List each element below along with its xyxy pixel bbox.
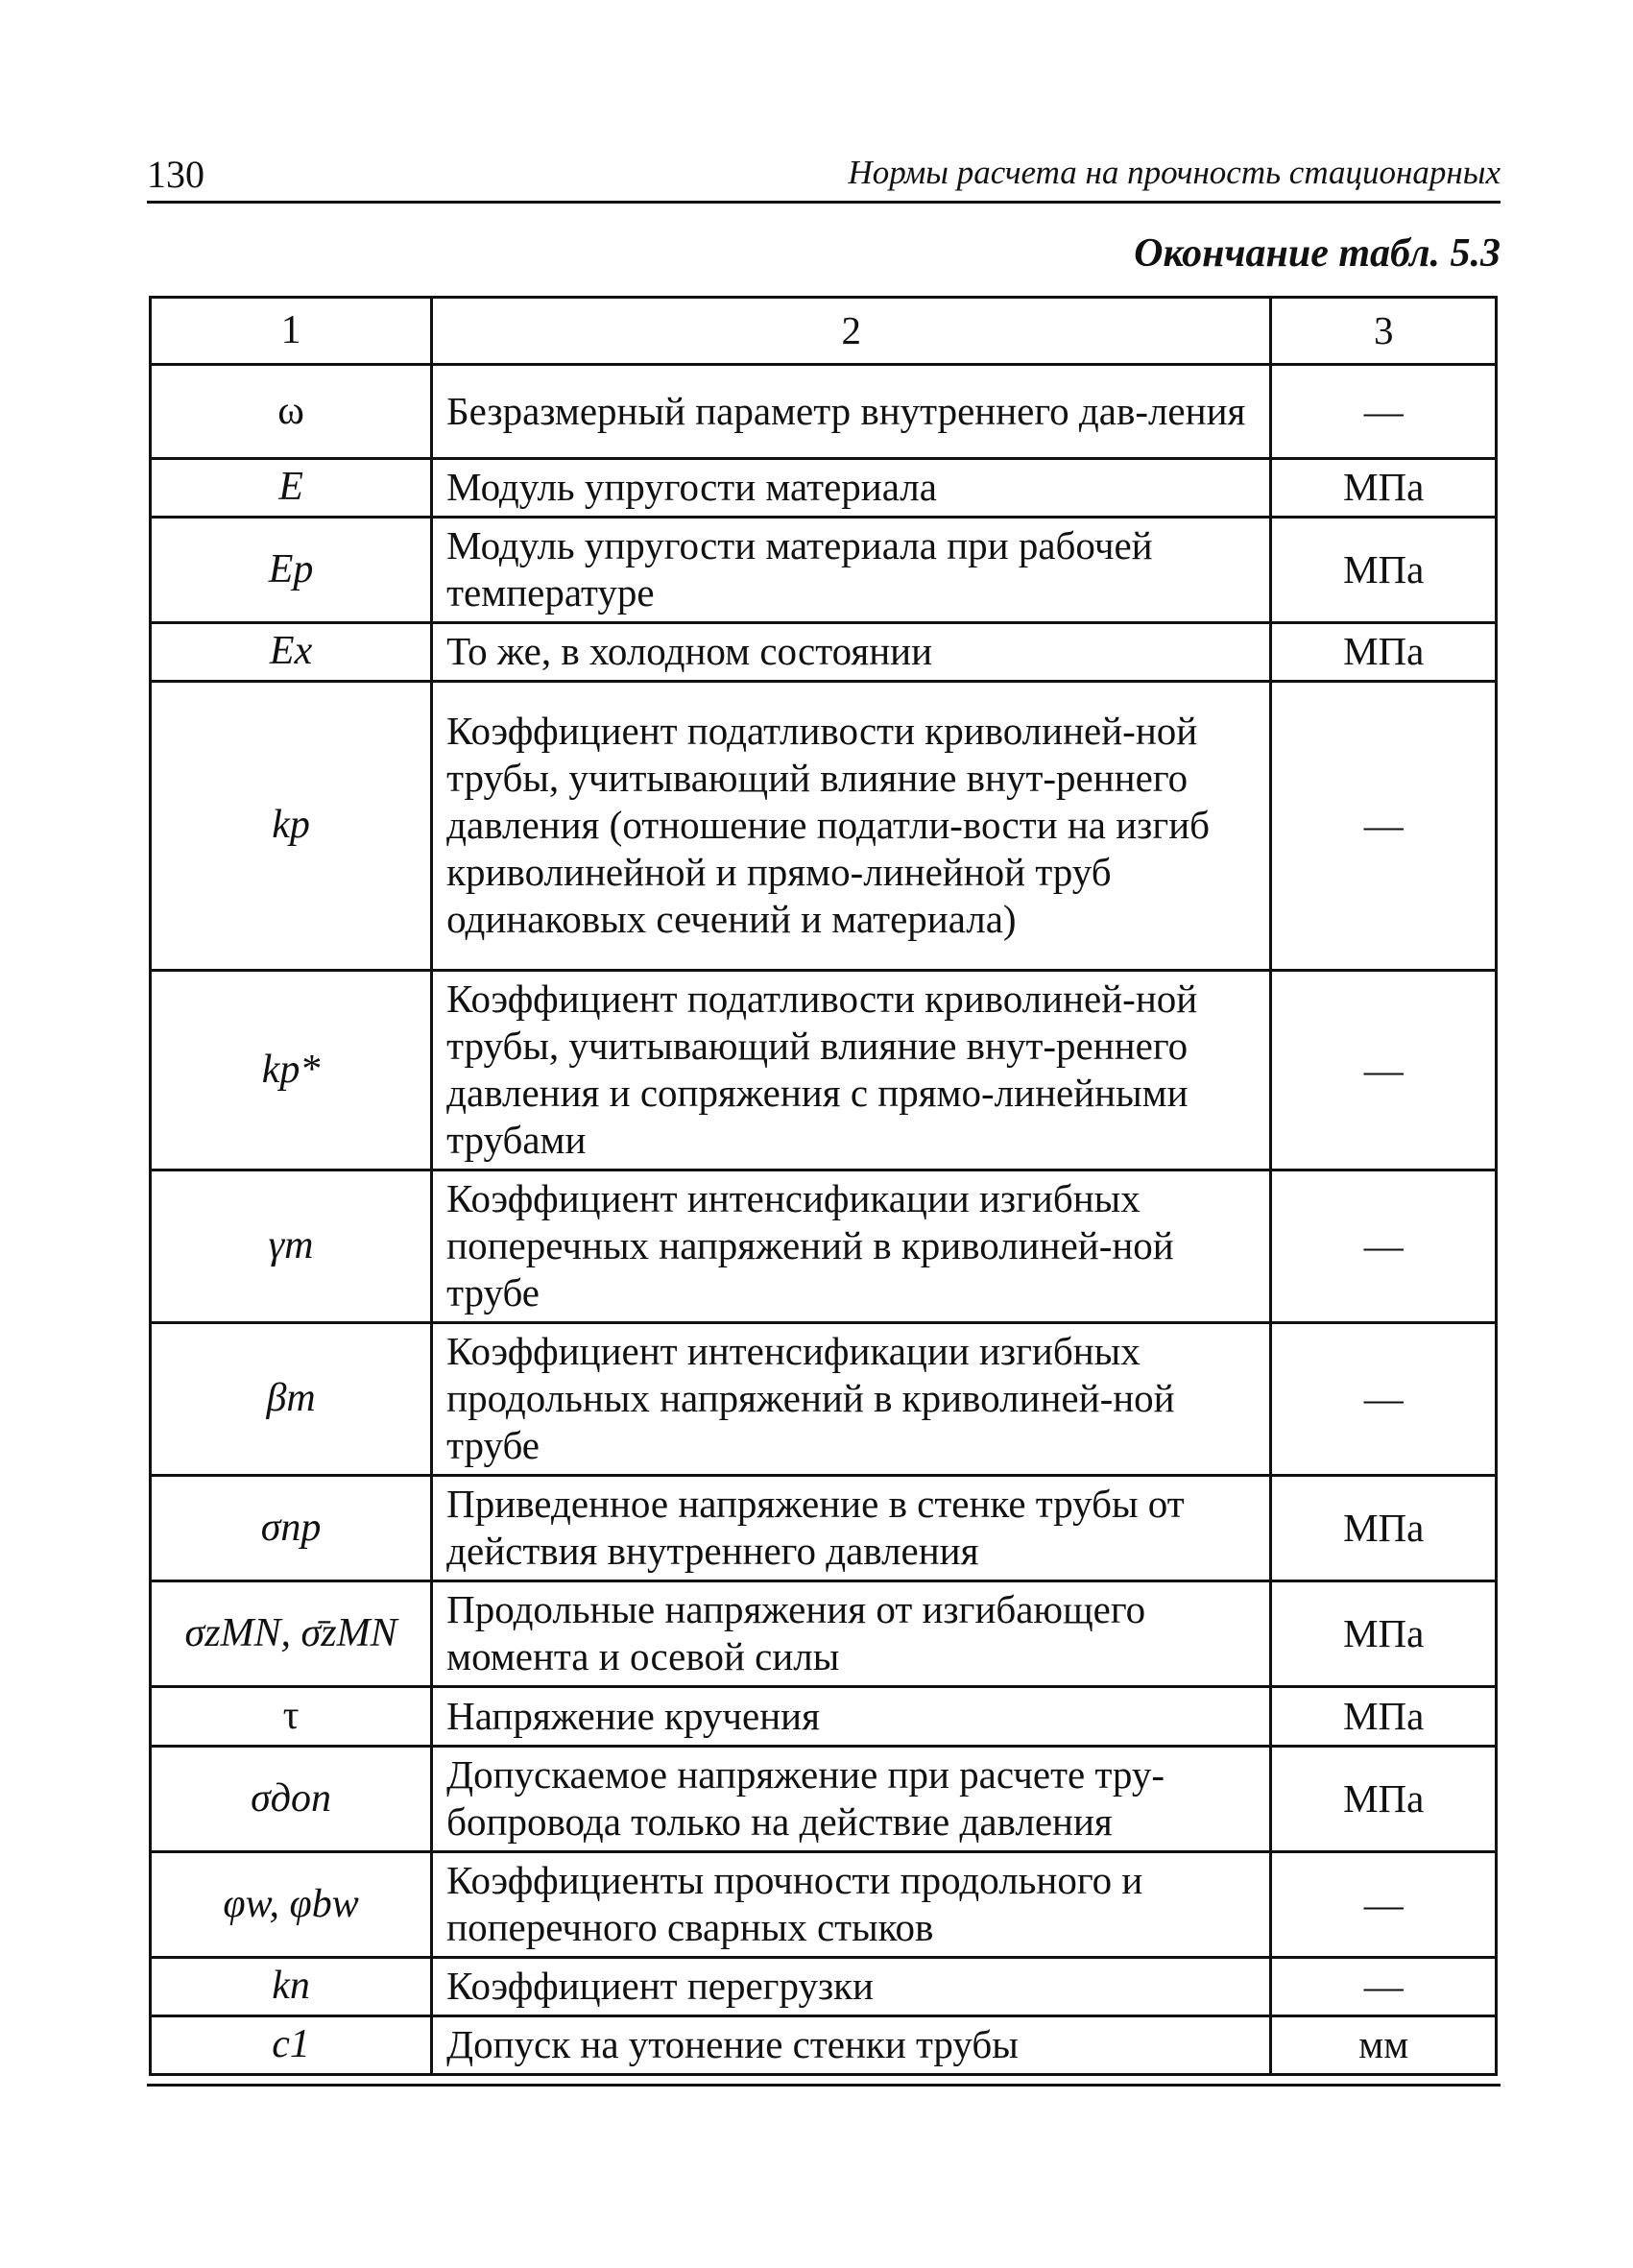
symbol-cell (151, 365, 432, 459)
table-header-row (151, 298, 1497, 365)
symbol-cell (151, 459, 432, 518)
table-row (151, 459, 1497, 518)
symbol-cell (151, 1687, 432, 1747)
unit-cell: — (1271, 1170, 1497, 1323)
unit-cell: — (1271, 971, 1497, 1170)
symbol: βm (266, 1376, 316, 1420)
symbol: σпр (260, 1505, 322, 1550)
symbol: τ (282, 1693, 300, 1738)
description-cell: Коэффициент перегрузки (432, 1958, 1271, 2016)
column-header-3: 3 (1271, 298, 1497, 365)
table-row (151, 518, 1497, 623)
column-header-2: 2 (432, 298, 1271, 365)
symbol-cell (151, 1323, 432, 1476)
symbol-cell (151, 971, 432, 1170)
table-row (151, 1958, 1497, 2016)
unit-cell: — (1271, 682, 1497, 971)
description-cell: Коэффициент интенсификации изгибных продольных напряжений в криволиней-ной трубе (432, 1323, 1271, 1476)
symbol-cell (151, 1170, 432, 1323)
symbol-cell (151, 623, 432, 682)
description-cell: Допускаемое напряжение при расчете тру-бопровода только на действие давления (432, 1747, 1271, 1852)
running-title: Нормы расчета на прочность стационарных (848, 154, 1501, 191)
unit-cell: — (1271, 1958, 1497, 2016)
unit-cell: — (1271, 365, 1497, 459)
symbol: σzMN, σ̄zMN (184, 1610, 397, 1655)
description-cell: Коэффициент податливости криволиней-ной трубы, учитывающий влияние внут-реннего давления и сопряжения с прямо-линейными трубами (432, 971, 1271, 1170)
unit-cell: МПа (1271, 1581, 1497, 1687)
symbol-cell (151, 682, 432, 971)
description-cell: Модуль упругости материала при рабочей температуре (432, 518, 1271, 623)
unit-cell: — (1271, 1852, 1497, 1958)
unit-cell: МПа (1271, 459, 1497, 518)
description-cell: Продольные напряжения от изгибающего момента и осевой силы (432, 1581, 1271, 1687)
page-bottom-rule (147, 2084, 1501, 2087)
symbol: Eх (269, 629, 313, 673)
unit-cell: МПа (1271, 518, 1497, 623)
symbol: ω (277, 388, 304, 433)
symbol: kp (272, 803, 310, 847)
symbol-cell (151, 1958, 432, 2016)
header-rule (147, 201, 1501, 204)
table-row (151, 1476, 1497, 1581)
description-cell: Приведенное напряжение в стенке трубы от действия внутреннего давления (432, 1476, 1271, 1581)
symbol: kп (272, 1964, 310, 2008)
page-header (147, 144, 1501, 204)
symbol-cell (151, 1476, 432, 1581)
symbol-cell (151, 1747, 432, 1852)
table-row (151, 1687, 1497, 1747)
page-number: 130 (147, 153, 204, 196)
table-row (151, 971, 1497, 1170)
description-cell: Безразмерный параметр внутреннего дав-ления (432, 365, 1271, 459)
description-cell: Коэффициент податливости криволиней-ной трубы, учитывающий влияние внут-реннего давления (отношение податли-вости на изгиб криволинейной и прямо-линейной труб одинаковых сечений и материала) (432, 682, 1271, 971)
description-cell: Модуль упругости материала (432, 459, 1271, 518)
table-row (151, 1170, 1497, 1323)
symbol: φw, φbw (223, 1881, 359, 1926)
table-row (151, 623, 1497, 682)
symbol: γm (268, 1223, 314, 1267)
column-header-1: 1 (151, 298, 432, 365)
description-cell: Коэффициент интенсификации изгибных поперечных напряжений в криволиней-ной трубе (432, 1170, 1271, 1323)
table-row (151, 1323, 1497, 1476)
parameter-table (149, 296, 1498, 2076)
table-row (151, 365, 1497, 459)
table-row (151, 1852, 1497, 1958)
symbol: Eр (268, 546, 314, 591)
symbol-cell (151, 1852, 432, 1958)
symbol: E (278, 465, 303, 509)
description-cell: То же, в холодном состоянии (432, 623, 1271, 682)
symbol: kp* (261, 1047, 321, 1092)
table-row (151, 682, 1497, 971)
table-row (151, 2016, 1497, 2075)
unit-cell: МПа (1271, 1687, 1497, 1747)
description-cell: Напряжение кручения (432, 1687, 1271, 1747)
unit-cell: мм (1271, 2016, 1497, 2075)
table-row (151, 1747, 1497, 1852)
unit-cell: МПа (1271, 1476, 1497, 1581)
symbol-cell (151, 1581, 432, 1687)
table-caption: Окончание табл. 5.3 (1134, 231, 1501, 276)
unit-cell: МПа (1271, 1747, 1497, 1852)
symbol-cell (151, 2016, 432, 2075)
symbol: σдоп (251, 1775, 332, 1821)
table-row (151, 1581, 1497, 1687)
symbol-cell (151, 518, 432, 623)
symbol: c1 (272, 2022, 310, 2066)
unit-cell: МПа (1271, 623, 1497, 682)
unit-cell: — (1271, 1323, 1497, 1476)
description-cell: Допуск на утонение стенки трубы (432, 2016, 1271, 2075)
description-cell: Коэффициенты прочности продольного и поперечного сварных стыков (432, 1852, 1271, 1958)
